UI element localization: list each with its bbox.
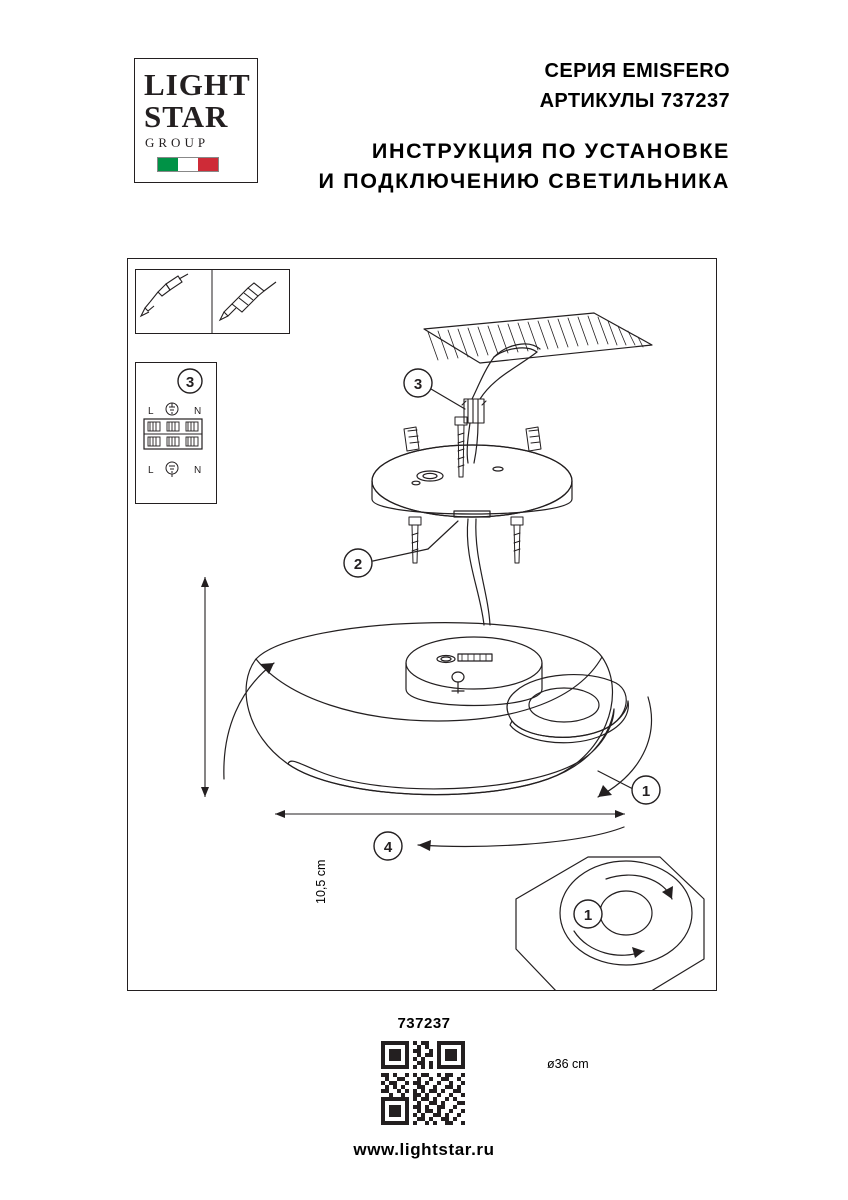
header-product-info — [300, 56, 730, 116]
svg-text:L: L — [148, 406, 154, 417]
svg-text:N: N — [194, 465, 202, 476]
svg-text:1: 1 — [583, 907, 593, 924]
page-title-line-2: И ПОДКЛЮЧЕНИЮ СВЕТИЛЬНИКА — [318, 169, 730, 193]
svg-text:3: 3 — [185, 374, 195, 391]
brand-logo — [134, 58, 258, 183]
svg-text:2: 2 — [353, 556, 363, 573]
svg-text:N: N — [194, 406, 202, 417]
lamp-assembly-illustration — [128, 259, 716, 990]
qr-code — [381, 1041, 465, 1125]
svg-text:L: L — [148, 465, 154, 476]
logo-text-light: LIGHT — [144, 67, 251, 102]
series-label: СЕРИЯ EMISFERO — [544, 60, 730, 82]
logo-text-group: GROUP — [145, 135, 210, 150]
page-title — [280, 136, 730, 196]
italy-flag-icon — [157, 157, 219, 172]
header — [0, 48, 848, 213]
article-label: АРТИКУЛЫ 737237 — [539, 90, 730, 112]
svg-text:1: 1 — [641, 783, 651, 800]
svg-text:4: 4 — [383, 839, 393, 856]
svg-text:3: 3 — [413, 376, 423, 393]
website-url: www.lightstar.ru — [353, 1140, 495, 1159]
page-title-line-1: ИНСТРУКЦИЯ ПО УСТАНОВКЕ — [371, 139, 730, 163]
diameter-dimension-label: ø36 cm — [547, 1057, 589, 1071]
product-code: 737237 — [397, 1015, 451, 1032]
height-dimension-label: 10,5 cm — [314, 859, 328, 904]
logo-text-star: STAR — [144, 99, 229, 134]
